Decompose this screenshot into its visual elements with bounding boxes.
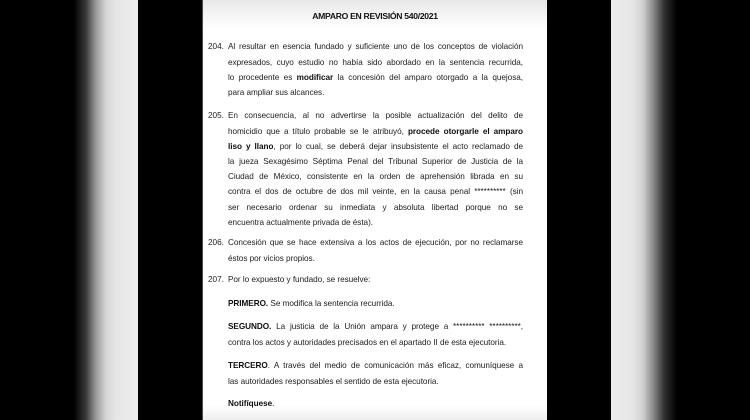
text-line: [228, 335, 523, 350]
text-line: [228, 358, 523, 373]
text-line: [228, 55, 523, 70]
text-line: [228, 396, 523, 411]
text-segment: la concesión del amparo otorgado a la quejosa,: [333, 72, 523, 82]
text-line: [228, 39, 523, 54]
bold-text: liso y llano: [228, 141, 274, 151]
text-segment: . A través del medio de comunicación más eficaz, comuníquese a: [267, 361, 523, 371]
text-segment: ser necesario ordenar su inmediata y absoluta libertad porque no se: [228, 202, 523, 212]
text-line: [228, 139, 523, 154]
paragraph-number: 204.: [208, 42, 224, 52]
resolution-text: [228, 319, 523, 349]
document-page: [202, 0, 547, 420]
text-line: [228, 169, 523, 184]
text-segment: , por lo cual, se deberá dejar insubsistente el acto reclamado de: [273, 141, 523, 151]
text-segment: Por lo expuesto y fundado, se resuelve:: [228, 275, 371, 285]
text-segment: éstos por vicios propios.: [228, 253, 315, 263]
text-line: [228, 184, 523, 199]
resolution-text: [228, 396, 523, 411]
text-line: [228, 374, 523, 389]
text-segment: Ciudad de México, consistente en la orden de aprehensión librada en su: [228, 172, 523, 182]
text-segment: .: [272, 399, 275, 409]
paragraph-text: [228, 39, 523, 100]
bold-text: procede otorgarle el amparo: [407, 126, 523, 136]
paragraph-number: 206.: [208, 238, 224, 248]
text-segment: Al resultar en esencia fundado y suficiente uno de los conceptos de violación: [228, 42, 523, 52]
text-line: [228, 215, 523, 230]
paragraph-number: 207.: [208, 275, 224, 285]
text-line: [228, 154, 523, 169]
text-segment: lo procedente es: [228, 72, 297, 82]
text-line: [228, 235, 523, 250]
text-segment: para ampliar sus alcances.: [228, 87, 325, 97]
text-line: [228, 296, 523, 311]
text-segment: La justicia de la Unión ampara y protege a ********** **********,: [271, 322, 523, 332]
text-segment: encuentra actualmente privada de ésta).: [228, 217, 373, 227]
text-segment: Se modifica la sentencia recurrida.: [268, 299, 395, 309]
text-line: [228, 319, 523, 334]
text-line: [228, 85, 523, 100]
paragraph-number: 205.: [208, 111, 224, 121]
text-line: [228, 108, 523, 123]
paragraph-text: [228, 272, 523, 287]
text-segment: homicidio que a título probable se le atribuyó,: [228, 126, 408, 136]
text-segment: contra el dos de octubre de dos mil veinte, en la causa penal ********** (sin: [228, 187, 523, 197]
text-segment: Concesión que se hace extensiva a los actos de ejecución, por no reclamarse: [228, 238, 523, 248]
bold-text: modificar: [296, 72, 334, 82]
text-segment: la jueza Sexagésimo Séptima Penal del Tribunal Superior de Justicia de la: [228, 156, 523, 166]
text-segment: contra los actos y autoridades precisados en el apartado II de esta ejecutoria.: [228, 337, 507, 347]
bold-text: Notifíquese: [228, 399, 273, 409]
paragraph-text: [228, 108, 523, 230]
text-line: [228, 272, 523, 287]
text-line: [228, 124, 523, 139]
bold-text: TERCERO: [228, 361, 268, 371]
paragraph-text: [228, 235, 523, 265]
text-line: [228, 70, 523, 85]
bold-text: SEGUNDO.: [228, 322, 272, 332]
text-line: [228, 251, 523, 266]
resolution-text: [228, 296, 523, 311]
text-line: [228, 200, 523, 215]
text-segment: las autoridades responsables el sentido de esta ejecutoria.: [228, 376, 439, 386]
text-segment: expresados, cuyo estudio no había sido abordado en la sentencia recurrida,: [228, 57, 523, 67]
document-title: AMPARO EN REVISIÓN 540/2021: [312, 11, 438, 21]
right-side-panel: [611, 0, 750, 420]
resolution-text: [228, 358, 523, 388]
left-side-panel: [0, 0, 138, 420]
bold-text: PRIMERO.: [228, 299, 269, 309]
text-segment: En consecuencia, al no advertirse la posible actualización del delito de: [228, 111, 523, 121]
